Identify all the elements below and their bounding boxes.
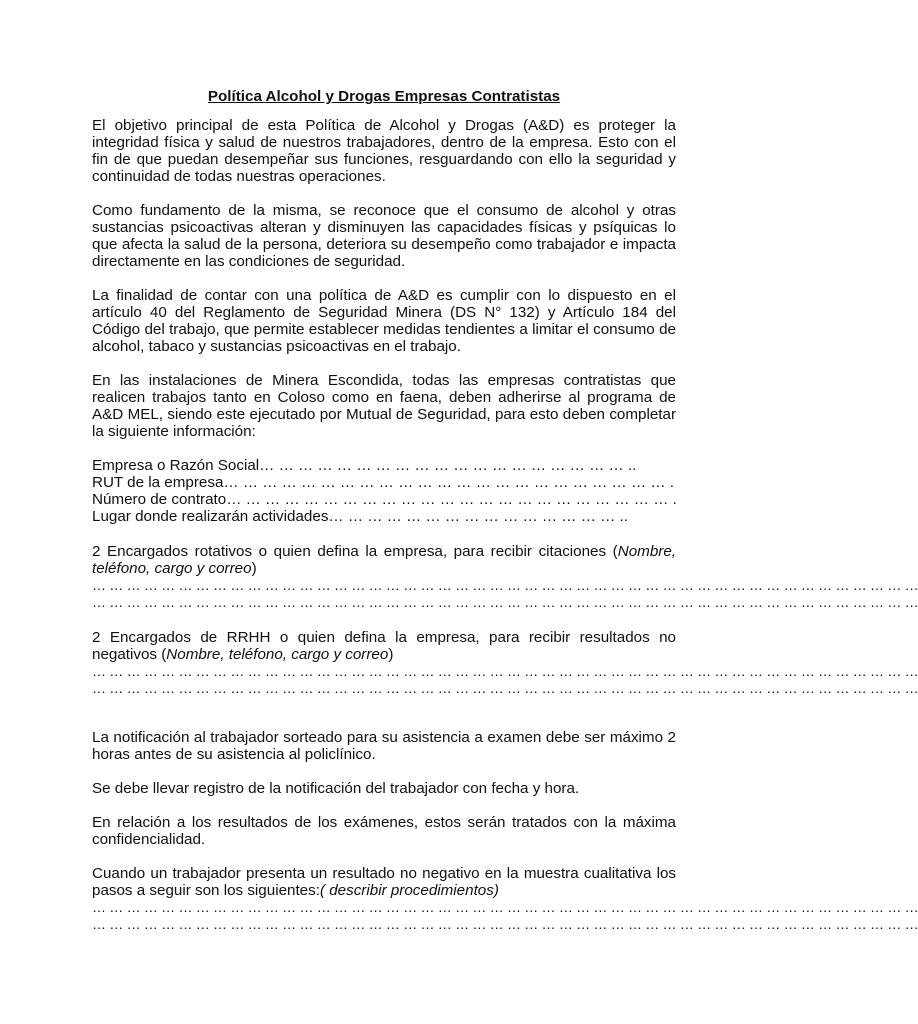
procedimiento-hint: ( describir procedimientos) — [319, 882, 499, 899]
field-empresa[interactable] — [92, 457, 676, 474]
paragraph-encargados-citaciones: 2 Encargados rotativos o quien defina la empresa, para recibir citaciones (Nombre, teléfono, cargo y correo) — [92, 543, 676, 577]
paragraph-encargados-rrhh: 2 Encargados de RRHH o quien defina la empresa, para recibir resultados no negativos (Nombre, teléfono, cargo y correo) — [92, 629, 676, 663]
document-title: Política Alcohol y Drogas Empresas Contratistas — [207, 88, 561, 105]
encargados-rrhh-fields-hint: Nombre, teléfono, cargo y correo — [166, 646, 389, 663]
rrhh-blank-line-1[interactable]: … … … … … … … … … … … … … … … … … … … … … … … … … … … … … … … … … … … … … … … … … … … … … … … … — [92, 663, 918, 679]
procedimiento-blank-line-2[interactable]: … … … … … … … … … … … … … … … … … … … … … … … … … … … … … … … … … … … … … … … … … … … … … … … … — [92, 916, 918, 932]
procedimiento-blank-line-1[interactable]: … … … … … … … … … … … … … … … … … … … … … … … … … … … … … … … … … … … … … … … … … … … … … … … … — [92, 899, 918, 915]
rrhh-blank-line-2[interactable]: … … … … … … … … … … … … … … … … … … … … … … … … … … … … … … … … … … … … … … … … … … … … … … … … — [92, 680, 918, 696]
field-empresa-dots: … … … … … … … … … … … … … … … … … … … .. — [259, 457, 637, 474]
paragraph-finalidad: La finalidad de contar con una política de A&D es cumplir con lo dispuesto en el artículo 40 del Reglamento de Seguridad Minera (DS N° 132) y Artículo 184 del Código del trabajo, que permite establecer medidas tendientes a limitar el consumo de alcohol, tabaco y sustancias psicoactivas en el trabajo. — [92, 287, 676, 355]
field-contrato-label: Número de contrato — [92, 491, 227, 508]
field-empresa-label: Empresa o Razón Social — [92, 457, 260, 474]
field-contrato[interactable] — [92, 491, 676, 508]
field-lugar-dots: … … … … … … … … … … … … … … … .. — [328, 508, 628, 525]
field-rut[interactable] — [92, 474, 676, 491]
paragraph-fundamento: Como fundamento de la misma, se reconoce que el consumo de alcohol y otras sustancias psicoactivas alteran y disminuyen las capacidades físicas y psíquicas lo que afecta la salud de la persona, deteriora su desempeño como trabajador e impacta directamente en las condiciones de seguridad. — [92, 202, 676, 270]
paragraph-registro: Se debe llevar registro de la notificación del trabajador con fecha y hora. — [92, 780, 580, 797]
citaciones-blank-line-2[interactable]: … … … … … … … … … … … … … … … … … … … … … … … … … … … … … … … … … … … … … … … … … … … … … … … … — [92, 594, 918, 610]
field-lugar-label: Lugar donde realizarán actividades — [92, 508, 329, 525]
field-rut-label: RUT de la empresa — [92, 474, 224, 491]
paragraph-notificacion: La notificación al trabajador sorteado para su asistencia a examen debe ser máximo 2 horas antes de su asistencia al policlínico. — [92, 729, 676, 763]
encargados-citaciones-fields-hint: Nombre, teléfono, cargo y correo — [92, 543, 676, 577]
paragraph-instalaciones: En las instalaciones de Minera Escondida, todas las empresas contratistas que realicen trabajos tanto en Coloso como en faena, deben adherirse al programa de A&D MEL, siendo este ejecutado por Mutual de Seguridad, para esto deben completar la siguiente información: — [92, 372, 676, 440]
paragraph-objetivo: El objetivo principal de esta Política de Alcohol y Drogas (A&D) es proteger la integridad física y salud de nuestros trabajadores, dentro de la empresa. Esto con el fin de que puedan desempeñar sus funciones, resguardando con ello la seguridad y continuidad de todas nuestras operaciones. — [92, 117, 676, 185]
paragraph-confidencialidad: En relación a los resultados de los exámenes, estos serán tratados con la máxima confidencialidad. — [92, 814, 676, 848]
document-body — [92, 88, 918, 933]
paragraph-procedimiento: Cuando un trabajador presenta un resultado no negativo en la muestra cualitativa los pasos a seguir son los siguientes:( describir procedimientos) — [92, 865, 676, 899]
field-lugar[interactable] — [92, 508, 676, 525]
company-info-fields — [92, 457, 676, 525]
citaciones-blank-line-1[interactable]: … … … … … … … … … … … … … … … … … … … … … … … … … … … … … … … … … … … … … … … … … … … … … … … … — [92, 577, 918, 593]
field-rut-dots: … … … … … … … … … … … … … … … … … … … … … … … . — [223, 474, 674, 491]
field-contrato-dots: … … … … … … … … … … … … … … … … … … … … … … … . — [226, 491, 677, 508]
